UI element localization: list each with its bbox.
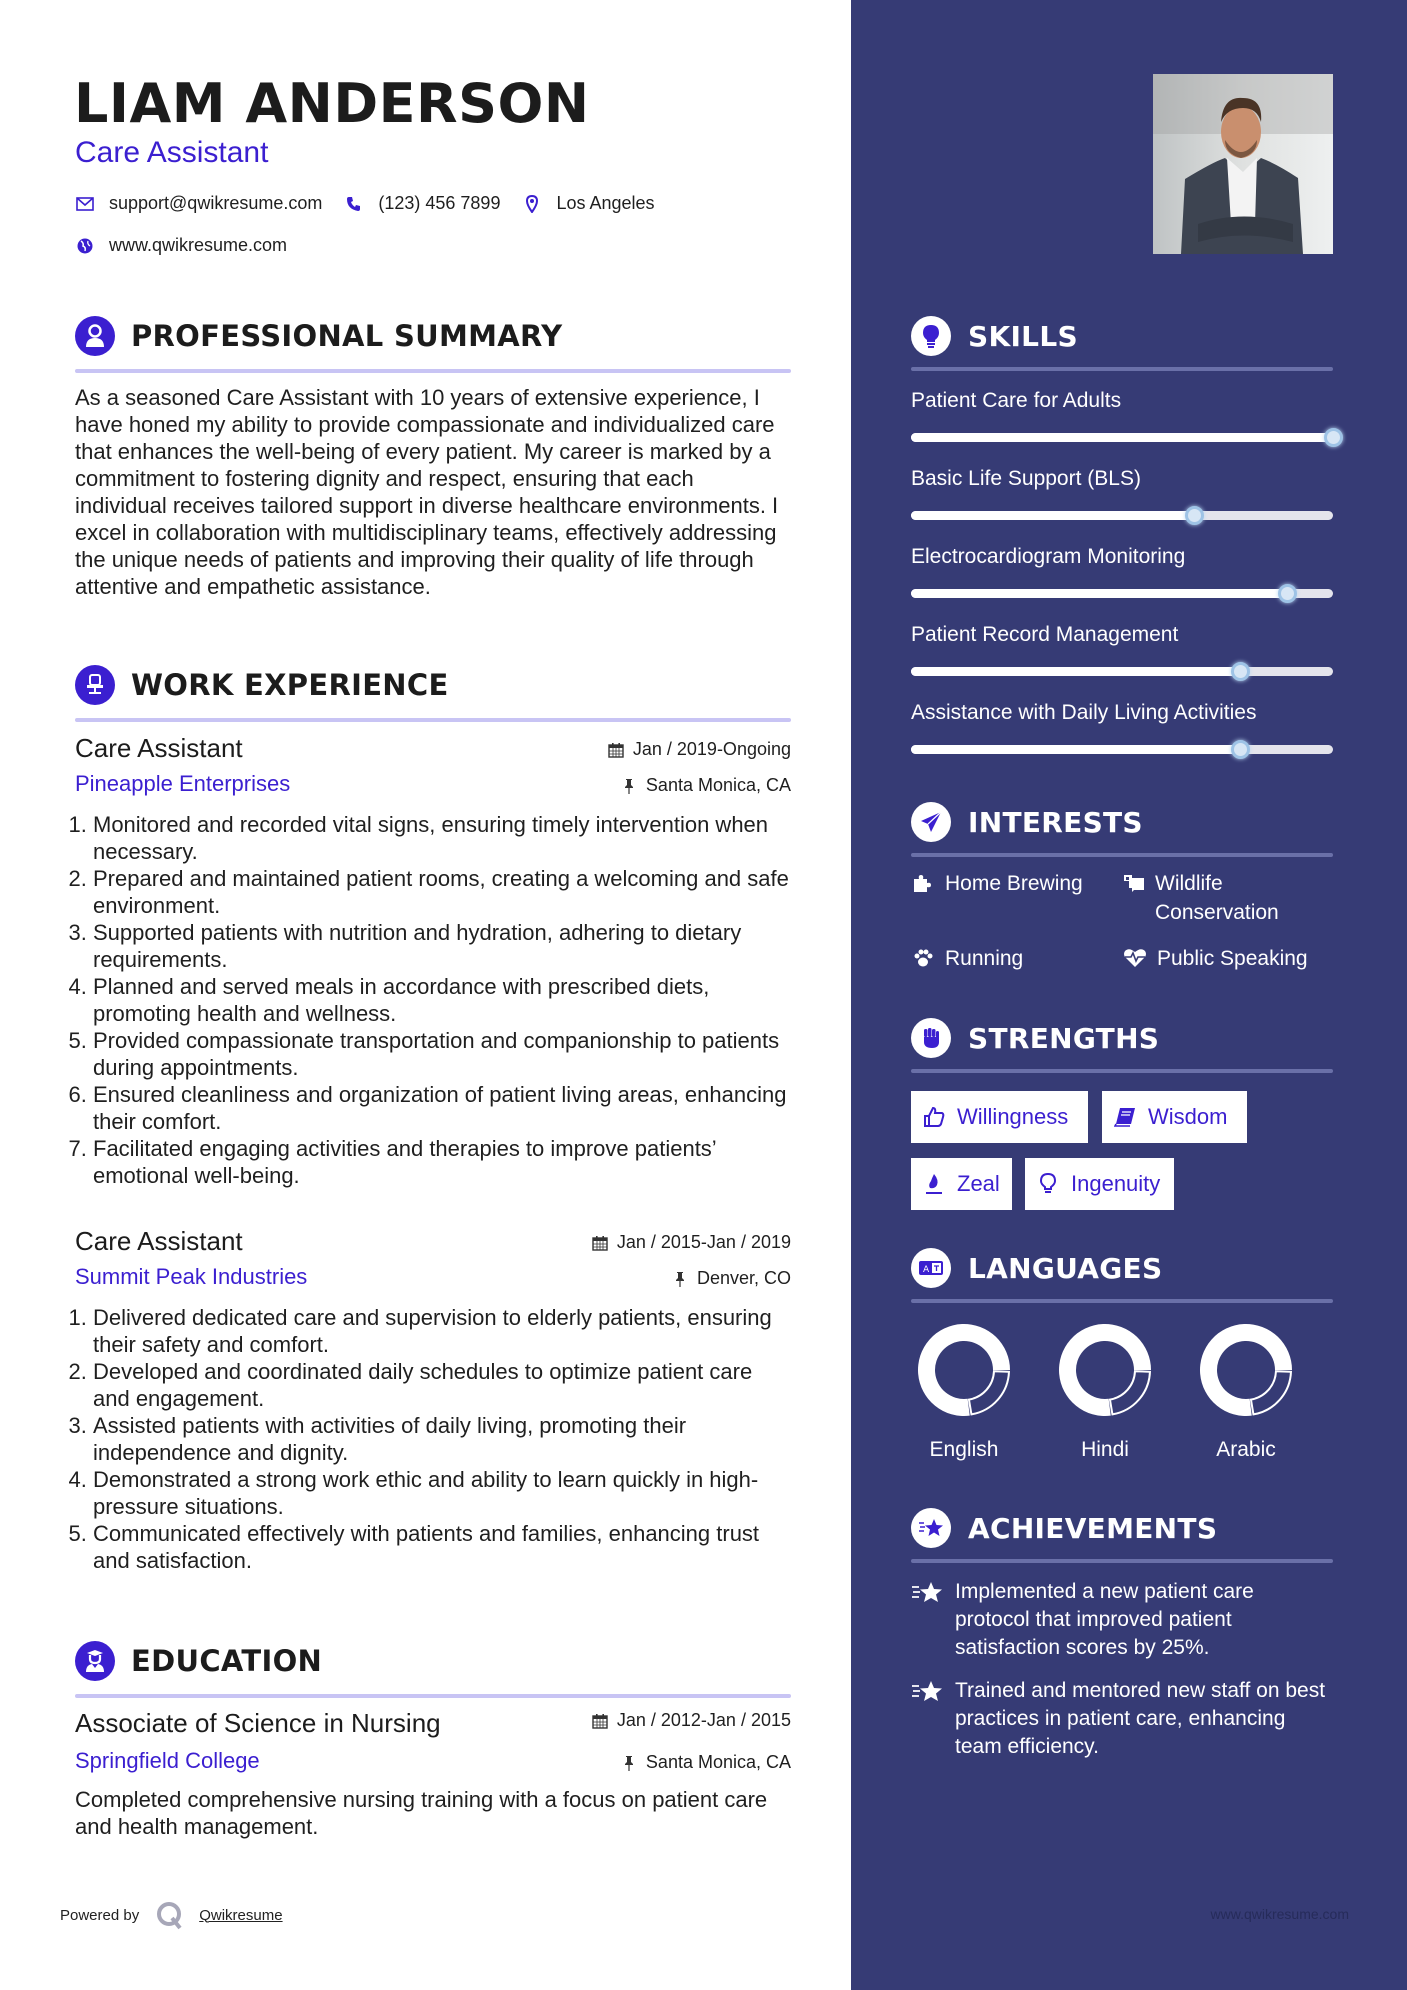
- section-divider: [911, 1299, 1333, 1303]
- skill-slider-track: [911, 667, 1333, 676]
- phone-icon: [344, 194, 364, 214]
- puzzle-icon: [911, 871, 935, 895]
- skill-slider-fill: [911, 433, 1333, 442]
- bullet-item: 7. Facilitated engaging activities and therapies to improve patients’ emotional well-being.: [93, 1135, 791, 1189]
- contact-email[interactable]: [75, 193, 322, 214]
- summary-text: As a seasoned Care Assistant with 10 years of extensive experience, I have honed my ability to provide compassionate and individualized care that enhances the well-being of every patient. My career is marked by a commitment to fostering dignity and respect, ensuring that each individual receives tailored support in diverse healthcare environments. I excel in collaboration with multidisciplinary teams, effectively addressing the unique needs of patients and improving their quality of life through attentive and empathetic assistance.: [75, 385, 779, 599]
- envelope-icon: [75, 194, 95, 214]
- phone-text: (123) 456 7899: [378, 193, 501, 213]
- map-icon: [1123, 871, 1145, 895]
- shooting-star-icon: [911, 1677, 943, 1705]
- language-item: [1191, 1322, 1301, 1462]
- bullet-item: 4. Planned and served meals in accordance with prescribed diets, promoting health and wellness.: [93, 973, 791, 1027]
- shooting-star-icon: [911, 1508, 951, 1548]
- interests-heading: INTERESTS: [968, 805, 1143, 839]
- school-name: Springfield College: [75, 1748, 260, 1773]
- languages-heading: LANGUAGES: [968, 1251, 1163, 1285]
- qwikresume-logo-icon: [155, 1900, 185, 1930]
- bullet-item: 2. Prepared and maintained patient rooms, creating a welcoming and safe environment.: [93, 865, 791, 919]
- strength-label: Willingness: [957, 1104, 1069, 1129]
- language-label: Arabic: [1216, 1438, 1276, 1461]
- summary-section-header: [75, 315, 791, 373]
- powered-by: [60, 1900, 283, 1930]
- achievement-text: Trained and mentored new staff on best practices in patient care, enhancing team efficiency.: [955, 1679, 1326, 1758]
- svg-text:A: A: [923, 1265, 930, 1275]
- achievements-section-header: [911, 1507, 1333, 1563]
- candidate-title: Care Assistant: [75, 136, 269, 169]
- skill-label: Electrocardiogram Monitoring: [911, 545, 1186, 568]
- bullet-item: 5. Provided compassionate transportation and companionship to patients during appointments.: [93, 1027, 791, 1081]
- strength-label: Ingenuity: [1071, 1171, 1161, 1196]
- skill-slider-track: [911, 745, 1333, 754]
- job-bullets: [65, 811, 791, 1189]
- education-heading: EDUCATION: [131, 1644, 323, 1678]
- candidate-name: LIAM ANDERSON: [74, 72, 590, 135]
- strength-label: Zeal: [957, 1171, 1000, 1196]
- job-bullets: [65, 1304, 791, 1574]
- language-item: [1050, 1322, 1160, 1462]
- skill-slider-knob[interactable]: [1324, 428, 1343, 447]
- interest-item: [1123, 944, 1308, 973]
- degree-title: Associate of Science in Nursing: [75, 1708, 441, 1738]
- bullet-item: 4. Demonstrated a strong work ethic and ability to learn quickly in high-pressure situations.: [93, 1466, 791, 1520]
- language-item: [909, 1322, 1019, 1462]
- skill-slider-fill: [911, 511, 1194, 520]
- language-donut-remaining: [1251, 1371, 1291, 1414]
- skill-item: [911, 621, 1333, 676]
- interest-item: [911, 944, 1023, 973]
- education-entry: [75, 1708, 791, 1840]
- skill-label: Patient Care for Adults: [911, 389, 1122, 412]
- section-divider: [75, 718, 791, 722]
- language-donut: [916, 1322, 1012, 1418]
- interest-label: Public Speaking: [1157, 947, 1308, 970]
- strength-label: Wisdom: [1148, 1104, 1228, 1129]
- company-name: Summit Peak Industries: [75, 1264, 308, 1289]
- paper-plane-icon: [911, 802, 951, 842]
- education-description: Completed comprehensive nursing training with a focus on patient care and health management.: [75, 1787, 768, 1839]
- skills-section-header: [911, 315, 1333, 371]
- thumbs-up-icon: [923, 1106, 945, 1128]
- achievement-item: [911, 1677, 1333, 1761]
- lightbulb-icon: [911, 316, 951, 356]
- bullet-item: 1. Delivered dedicated care and supervision to elderly patients, ensuring their safety and comfort.: [93, 1304, 791, 1358]
- interest-label: Wildlife Conservation: [1155, 872, 1279, 924]
- job-entry: [75, 1226, 791, 1574]
- section-divider: [911, 1069, 1333, 1073]
- skill-slider-track: [911, 589, 1333, 598]
- graduate-icon: [75, 1641, 115, 1681]
- skill-slider-track: [911, 433, 1333, 442]
- section-divider: [911, 853, 1333, 857]
- strength-badge: [911, 1091, 1088, 1143]
- education-dates: Jan / 2012-Jan / 2015: [591, 1710, 791, 1731]
- skill-label: Patient Record Management: [911, 623, 1179, 646]
- bullet-item: 1. Monitored and recorded vital signs, ensuring timely intervention when necessary.: [93, 811, 791, 865]
- job-entry: [75, 733, 791, 1189]
- calendar-icon: [591, 1712, 609, 1730]
- shooting-star-icon: [911, 1578, 943, 1606]
- education-location: Santa Monica, CA: [620, 1752, 791, 1773]
- job-dates: Jan / 2019-Ongoing: [607, 739, 791, 760]
- office-chair-icon: [75, 665, 115, 705]
- bullet-item: 3. Supported patients with nutrition and hydration, adhering to dietary requirements.: [93, 919, 791, 973]
- skill-label: Assistance with Daily Living Activities: [911, 701, 1257, 724]
- language-donut: [1057, 1322, 1153, 1418]
- contact-location: [522, 193, 654, 214]
- contact-phone[interactable]: [344, 193, 500, 214]
- language-label: English: [929, 1438, 999, 1461]
- user-icon: [75, 316, 115, 356]
- experience-section-header: [75, 664, 791, 722]
- bullet-item: 5. Communicated effectively with patients and families, enhancing trust and satisfaction.: [93, 1520, 791, 1574]
- globe-icon: [75, 236, 95, 256]
- interest-item: [911, 869, 1083, 898]
- achievements-heading: ACHIEVEMENTS: [968, 1511, 1218, 1545]
- experience-heading: WORK EXPERIENCE: [131, 668, 449, 702]
- job-location: Santa Monica, CA: [620, 775, 791, 796]
- pushpin-icon: [620, 777, 638, 795]
- skill-slider-fill: [911, 667, 1240, 676]
- calendar-icon: [607, 741, 625, 759]
- section-divider: [911, 1559, 1333, 1563]
- skill-slider-fill: [911, 589, 1287, 598]
- language-donut-remaining: [1110, 1371, 1150, 1414]
- skill-label: Basic Life Support (BLS): [911, 467, 1141, 490]
- heartbeat-icon: [1123, 946, 1147, 970]
- section-divider: [75, 369, 791, 373]
- strengths-heading: STRENGTHS: [968, 1021, 1160, 1055]
- pushpin-icon: [671, 1270, 689, 1288]
- skill-item: [911, 387, 1333, 442]
- translate-icon: [911, 1248, 951, 1288]
- pushpin-icon: [620, 1754, 638, 1772]
- fist-icon: [911, 1018, 951, 1058]
- interests-section-header: [911, 801, 1333, 857]
- bullet-item: 3. Assisted patients with activities of daily living, promoting their independence and dignity.: [93, 1412, 791, 1466]
- bullet-item: 2. Developed and coordinated daily schedules to optimize patient care and engagement.: [93, 1358, 791, 1412]
- interest-item: [1123, 869, 1333, 927]
- lightbulb-outline-icon: [1037, 1173, 1059, 1195]
- location-text: Los Angeles: [556, 193, 655, 213]
- job-title: Care Assistant: [75, 1226, 243, 1256]
- strength-badge: [1102, 1091, 1247, 1143]
- contact-row-1: [75, 193, 677, 214]
- flame-icon: [923, 1173, 945, 1195]
- achievement-text: Implemented a new patient care protocol that improved patient satisfaction scores by 25%.: [955, 1580, 1254, 1659]
- footer-website[interactable]: www.qwikresume.com: [1210, 1906, 1349, 1922]
- language-donut-remaining: [969, 1371, 1009, 1414]
- achievement-item: [911, 1578, 1333, 1662]
- interest-label: Running: [945, 947, 1024, 970]
- interest-label: Home Brewing: [945, 872, 1083, 895]
- languages-section-header: [911, 1247, 1333, 1303]
- map-pin-icon: [522, 194, 542, 214]
- skill-item: [911, 699, 1333, 754]
- contact-website[interactable]: [75, 235, 287, 256]
- bullet-item: 6. Ensured cleanliness and organization of patient living areas, enhancing their comfort.: [93, 1081, 791, 1135]
- contact-row-2: [75, 235, 309, 256]
- language-label: Hindi: [1081, 1438, 1129, 1461]
- profile-photo: [1153, 74, 1333, 254]
- qwikresume-link[interactable]: Qwikresume: [199, 1906, 283, 1924]
- calendar-icon: [591, 1234, 609, 1252]
- language-donut: [1198, 1322, 1294, 1418]
- skill-slider-fill: [911, 745, 1240, 754]
- book-icon: [1114, 1106, 1136, 1128]
- strength-badge: [1025, 1158, 1174, 1210]
- company-name: Pineapple Enterprises: [75, 771, 291, 796]
- email-text: support@qwikresume.com: [109, 193, 323, 213]
- skills-heading: SKILLS: [968, 319, 1078, 353]
- job-title: Care Assistant: [75, 733, 243, 763]
- skill-slider-knob[interactable]: [1185, 506, 1204, 525]
- summary-heading: PROFESSIONAL SUMMARY: [131, 319, 563, 353]
- strength-badge: [911, 1158, 1012, 1210]
- section-divider: [75, 1694, 791, 1698]
- skill-item: [911, 543, 1333, 598]
- skill-item: [911, 465, 1333, 520]
- skill-slider-track: [911, 511, 1333, 520]
- section-divider: [911, 367, 1333, 371]
- job-location: Denver, CO: [671, 1268, 791, 1289]
- paw-icon: [911, 946, 935, 970]
- skill-slider-knob[interactable]: [1278, 584, 1297, 603]
- education-section-header: [75, 1640, 791, 1698]
- job-dates: Jan / 2015-Jan / 2019: [591, 1232, 791, 1253]
- website-text: www.qwikresume.com: [109, 235, 288, 255]
- powered-by-label: Powered by: [60, 1906, 140, 1924]
- strengths-section-header: [911, 1017, 1333, 1073]
